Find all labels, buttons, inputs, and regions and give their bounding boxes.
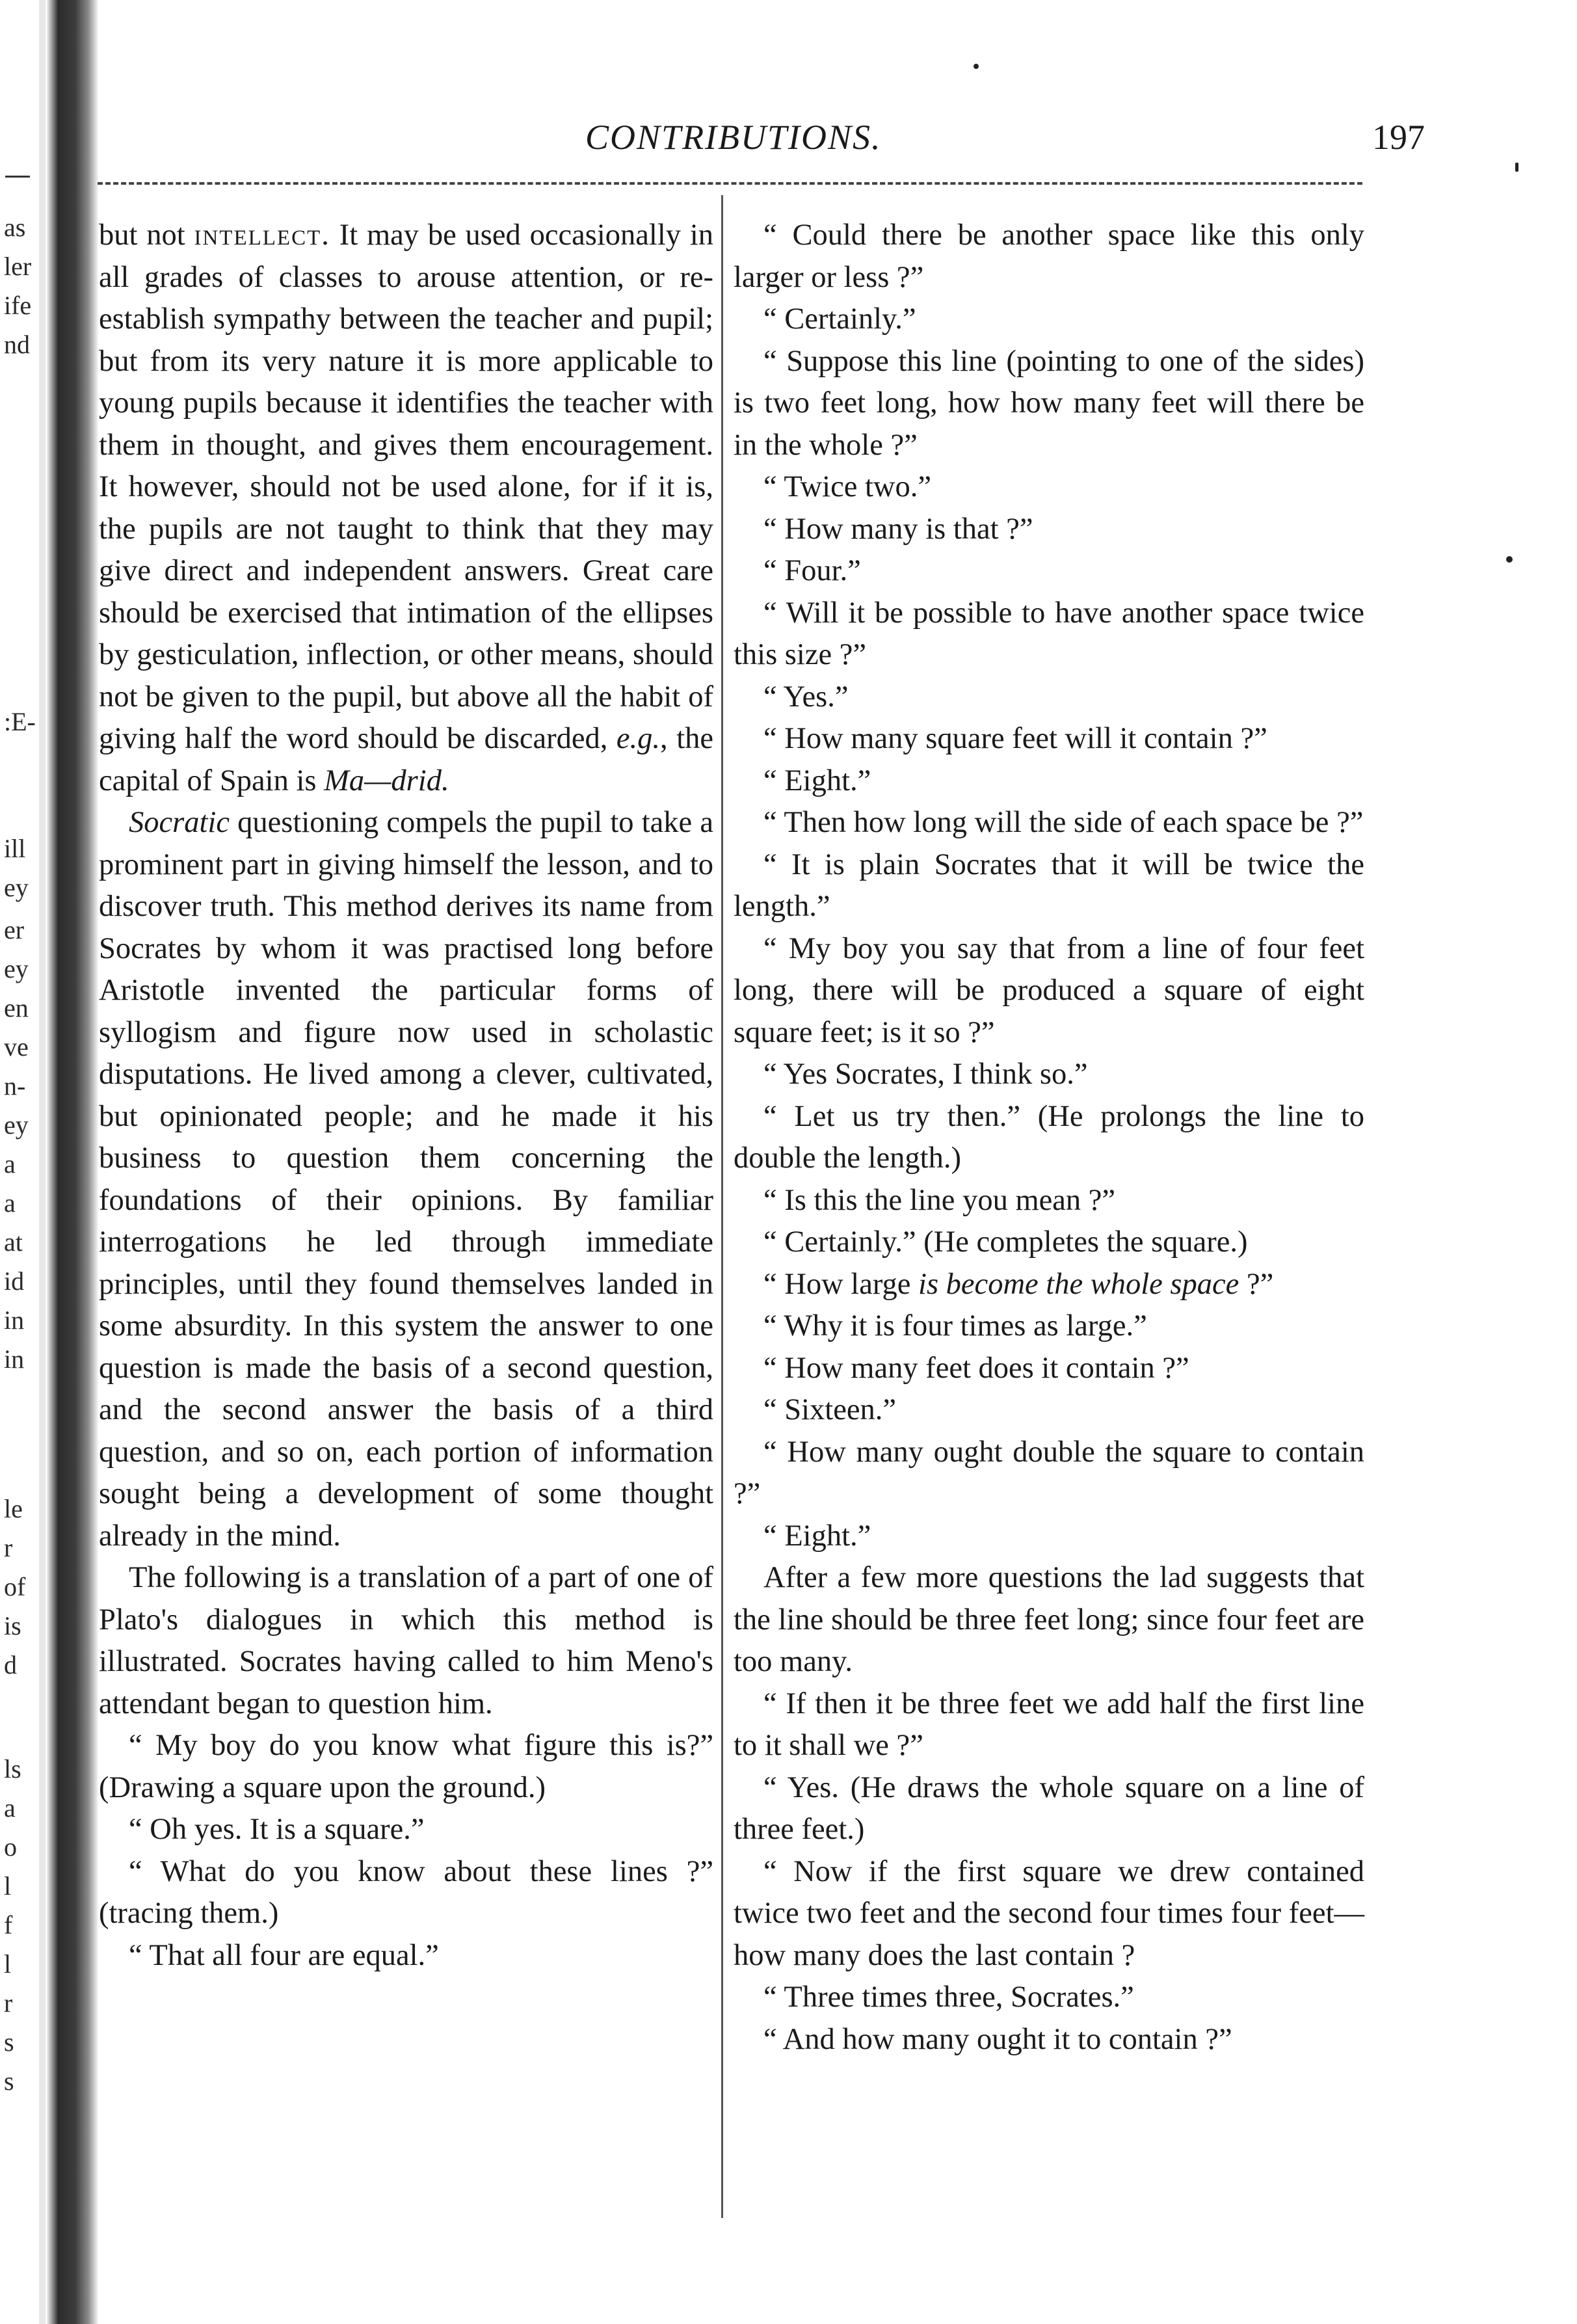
dialogue-line: “ My boy you say that from a line of four feet long, there will be produced a square of eight square feet; is it so ?” bbox=[734, 931, 1364, 1049]
dialogue-line: “ Sixteen.” bbox=[763, 1393, 897, 1426]
facing-page-fragment: a bbox=[4, 1793, 16, 1823]
facing-page-fragment: r bbox=[4, 1988, 13, 2018]
facing-page-fragment: ler bbox=[4, 252, 32, 281]
facing-page-fragment: l bbox=[4, 1949, 12, 1979]
dialogue-line: “ And how many ought it to contain ?” bbox=[763, 2022, 1232, 2056]
small-caps-term: intellect. bbox=[194, 219, 330, 252]
facing-page-fragment: er bbox=[4, 915, 25, 944]
facing-page-fragment: le bbox=[4, 1494, 23, 1523]
dialogue-line: “ Yes. (He draws the whole square on a line of three feet.) bbox=[734, 1770, 1364, 1846]
text: , the capital of Spain is bbox=[99, 722, 714, 797]
facing-page-fragment: at bbox=[4, 1227, 23, 1257]
facing-page-fragment: a bbox=[4, 1149, 16, 1179]
scan-speck bbox=[974, 64, 979, 69]
facing-page-fragment: s bbox=[4, 2027, 14, 2057]
facing-page-fragment: ey bbox=[4, 954, 29, 983]
header-rule bbox=[98, 182, 1362, 185]
italic-phrase: is become the whole space bbox=[918, 1267, 1239, 1301]
facing-page-fragment: id bbox=[4, 1266, 25, 1296]
dialogue-line: “ Could there be another space like this only larger or less ?” bbox=[734, 219, 1364, 294]
dialogue-line: “ Certainly.” (He completes the square.) bbox=[763, 1225, 1248, 1259]
facing-page-fragment: n- bbox=[4, 1071, 26, 1101]
dialogue-line: “ Three times three, Socrates.” bbox=[763, 1981, 1134, 2014]
running-head: CONTRIBUTIONS. bbox=[585, 118, 882, 157]
dialogue-line: “ Then how long will the side of each space be ?” bbox=[763, 806, 1364, 839]
facing-page-fragment: ill bbox=[4, 834, 26, 863]
dialogue-line: “ What do you know about these lines ?” (tracing them.) bbox=[99, 1854, 713, 1930]
dialogue-line: “ Four.” bbox=[763, 554, 861, 587]
column-rule bbox=[721, 195, 723, 2218]
facing-page-dash bbox=[5, 176, 30, 178]
facing-page-fragment: o bbox=[4, 1832, 17, 1862]
italic-abbrev: e.g. bbox=[616, 722, 661, 755]
dialogue-line: “ Eight.” bbox=[763, 1519, 871, 1553]
dialogue-line: “ That all four are equal.” bbox=[129, 1938, 439, 1972]
dialogue-line: “ Now if the first square we drew contained twice two feet and the second four times four feet—how many does the last contain ? bbox=[734, 1854, 1364, 1972]
italic-term: Socratic bbox=[129, 806, 230, 839]
dialogue-line: “ How many square feet will it contain ?” bbox=[763, 722, 1267, 755]
dialogue-line: “ If then it be three feet we add half the first line to it shall we ?” bbox=[734, 1687, 1364, 1762]
dialogue-line: “ How many ought double the square to contain ?” bbox=[734, 1435, 1364, 1510]
facing-page-fragment: l bbox=[4, 1871, 12, 1901]
facing-page-fragment: is bbox=[4, 1611, 21, 1640]
facing-page-fragment: as bbox=[4, 213, 26, 242]
italic-example: Ma—drid. bbox=[324, 764, 449, 797]
dialogue-line: “ My boy do you know what figure this is?” (Drawing a square upon the ground.) bbox=[99, 1729, 713, 1804]
text: “ How large bbox=[763, 1267, 919, 1301]
page-number: 197 bbox=[1372, 118, 1425, 157]
narration-paragraph: After a few more questions the lad suggests that the line should be three feet long; since four feet are too many. bbox=[734, 1561, 1364, 1678]
dialogue-line: “ Twice two.” bbox=[763, 470, 931, 503]
scan-speck bbox=[1515, 163, 1518, 172]
dialogue-line: “ Why it is four times as large.” bbox=[763, 1309, 1147, 1342]
dialogue-line: “ Suppose this line (pointing to one of the sides) is two feet long, how how many feet will there be in the whole ?” bbox=[734, 344, 1364, 462]
dialogue-line: “ Yes Socrates, I think so.” bbox=[763, 1058, 1088, 1091]
dialogue-line: “ Eight.” bbox=[763, 764, 871, 797]
facing-page-fragment: of bbox=[4, 1572, 26, 1601]
binding-gutter bbox=[47, 0, 99, 2324]
paragraph-socratic bbox=[99, 802, 713, 1557]
facing-page-fragment: d bbox=[4, 1650, 17, 1679]
right-column bbox=[734, 215, 1364, 2061]
facing-page-fragment: ey bbox=[4, 873, 29, 902]
dialogue-line: “ Yes.” bbox=[763, 680, 849, 714]
dialogue-line: “ How many feet does it contain ?” bbox=[763, 1351, 1189, 1385]
paragraph-translation: The following is a translation of a part of one of Plato's dialogues in which this method is illustrated. Socrates having called to him Meno's attendant began to question him. bbox=[99, 1561, 713, 1720]
text: questioning compels the pupil to take a prominent part in giving himself the lesson, and to discover truth. This method derives its name from Socrates by whom it was practised long before Aristotle invented the particular forms of syllogism and figure now used in scholastic disputations. He lived among a clever, cultivated, but opinionated people; and he made it his business to question them concerning the foundations of their opinions. By familiar interrogations he led through immediate principles, until they found themselves landed in some absurdity. In this system the answer to one question is made the basis of a second question, and the second answer the basis of a third question, and so on, each portion of information sought being a development of some thought already in the mind. bbox=[99, 806, 713, 1553]
dialogue-line: “ Will it be possible to have another space twice this size ?” bbox=[734, 596, 1364, 671]
paragraph-intellect bbox=[99, 215, 713, 802]
left-column bbox=[99, 215, 713, 1977]
facing-page-fragment: in bbox=[4, 1305, 25, 1335]
text: but not bbox=[99, 219, 194, 252]
facing-page-fragment: in bbox=[4, 1344, 25, 1374]
text: It may be used occasionally in all grades of classes to arouse attention, or re-establish sympathy between the teacher and pupil; but from its very nature it is more applicable to young pupils because it identifies the teacher with them in thought, and gives them encouragement. It however, should not be used alone, for if it is, the pupils are not taught to think that they may give direct and independent answers. Great care should be exercised that intimation of the ellipses by gesticulation, inflection, or other means, should not be given to the pupil, but above all the habit of giving half the word should be discarded, bbox=[99, 219, 713, 755]
scan-speck bbox=[1506, 556, 1513, 563]
dialogue-line: “ Let us try then.” (He prolongs the line to double the length.) bbox=[734, 1099, 1364, 1175]
dialogue-line bbox=[734, 1264, 1364, 1306]
facing-page-fragment: a bbox=[4, 1188, 16, 1218]
facing-page-fragment: f bbox=[4, 1910, 13, 1940]
dialogue-line: “ How many is that ?” bbox=[763, 512, 1033, 546]
facing-page-fragment: r bbox=[4, 1533, 13, 1562]
dialogue-line: “ Oh yes. It is a square.” bbox=[129, 1813, 425, 1846]
text: ?” bbox=[1239, 1267, 1274, 1301]
dialogue-line: “ Certainly.” bbox=[763, 302, 916, 336]
facing-page-fragment: en bbox=[4, 993, 29, 1022]
facing-page-fragment: ife bbox=[4, 291, 32, 320]
facing-page-fragment: ey bbox=[4, 1110, 29, 1140]
facing-page-fragment: s bbox=[4, 2066, 14, 2096]
facing-page-fragment: :E- bbox=[4, 707, 36, 736]
facing-page-fragment: ve bbox=[4, 1032, 29, 1062]
facing-page-fragment: nd bbox=[4, 330, 30, 359]
dialogue-line: “ It is plain Socrates that it will be twice the length.” bbox=[734, 848, 1364, 923]
facing-page-fragment: ls bbox=[4, 1754, 21, 1783]
dialogue-line: “ Is this the line you mean ?” bbox=[763, 1183, 1116, 1217]
